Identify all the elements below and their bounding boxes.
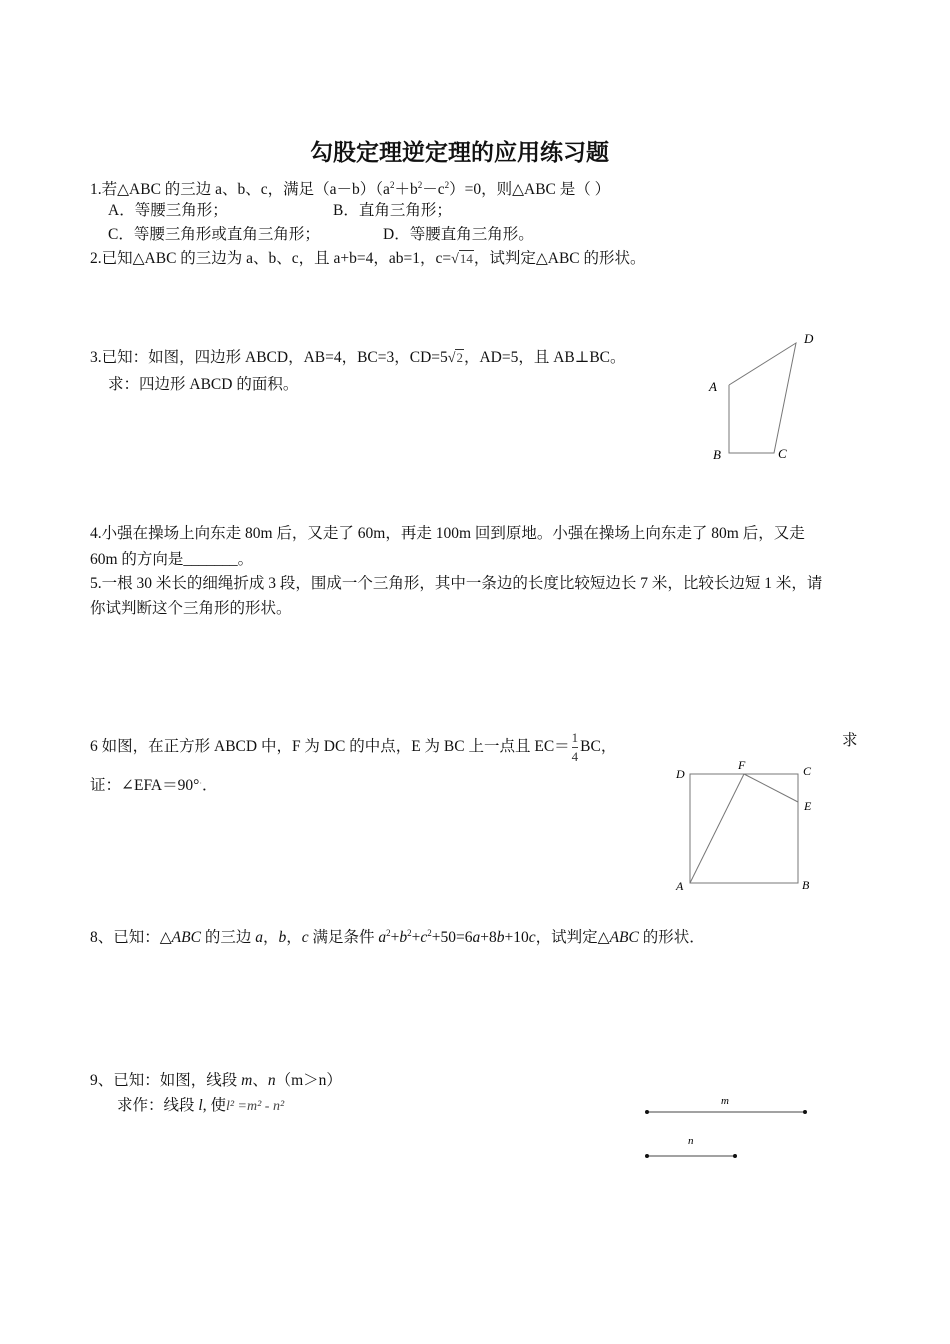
q1-option-d: D．等腰直角三角形。 <box>383 226 534 243</box>
question-6-line1 <box>90 729 616 766</box>
label-n: n <box>688 1135 694 1147</box>
q8-p2: 的三边 <box>200 929 256 946</box>
square-outline <box>690 774 798 883</box>
q6-right-word: 求 <box>842 732 858 749</box>
question-4-line2: 60m 的方向是_______。 <box>90 551 254 568</box>
q1-option-c: C．等腰三角形或直角三角形； <box>108 226 320 243</box>
q8-abc: ABC <box>171 929 201 946</box>
label-m: m <box>721 1095 729 1107</box>
q8-sup-a: 2 <box>386 928 391 938</box>
q1-sup-2: 2 <box>417 180 423 190</box>
q8-eq-c: c <box>420 929 428 946</box>
q9-line1-prefix: 9、已知：如图，线段 <box>90 1072 242 1089</box>
q8-eq-b2: b <box>496 929 505 946</box>
question-3-line1 <box>90 346 626 371</box>
q1-option-b: B．直角三角形； <box>333 202 452 219</box>
q3-quadrilateral-figure <box>700 325 830 470</box>
q2-prefix: 2.已知△ABC 的三边为 a、b、c，且 a+b=4，ab=1，c= <box>90 250 452 267</box>
q8-p1: 8、已知：△ <box>90 929 172 946</box>
segment-fe <box>744 774 798 802</box>
q6-line2: 证：∠EFA＝90° <box>90 777 200 794</box>
segment-m-start-dot <box>645 1110 649 1114</box>
q8-eq-c2: c <box>528 929 536 946</box>
q9-formula: l² =m² - n² <box>225 1099 285 1114</box>
question-4-line1: 4.小强在操场上向东走 80m 后，又走了 60m，再走 100m 回到原地。小强在操场上向东走了 80m 后，又走 <box>90 525 805 542</box>
question-3-line2: 求：四边形 ABCD 的面积。 <box>108 376 299 393</box>
sqrt-symbol: √14 <box>451 251 473 267</box>
q1-stem-mid2: －c <box>422 181 445 198</box>
quadrilateral-outline <box>729 343 796 453</box>
label-b: B <box>713 447 721 462</box>
q8-c: c <box>301 929 309 946</box>
sqrt-symbol: √2 <box>447 350 463 366</box>
q1-sup-1: 2 <box>389 180 395 190</box>
q9-line2-prefix: 求作：线段 <box>117 1097 199 1114</box>
segment-n-start-dot <box>645 1154 649 1158</box>
q8-eq-a: a <box>378 929 387 946</box>
page-title: 勾股定理逆定理的应用练习题 <box>310 140 609 166</box>
label-d: D <box>676 767 685 781</box>
q8-eq-rest1: +50=6 <box>431 929 473 946</box>
q6-prefix: 6 如图，在正方形 ABCD 中，F 为 DC 的中点，E 为 BC 上一点且 EC＝ <box>90 738 570 756</box>
q8-a: a <box>255 929 263 946</box>
q8-sup-b: 2 <box>407 928 412 938</box>
q1-stem-suffix: ）=0，则△ABC 是（ ） <box>449 181 611 198</box>
frac-numerator: 1 <box>571 730 579 745</box>
label-f: F <box>738 758 746 772</box>
q1-sup-3: 2 <box>444 180 450 190</box>
fraction <box>572 729 579 766</box>
q8-sup-c: 2 <box>427 928 432 938</box>
q3-radicand: 2 <box>456 350 463 365</box>
q9-line2-mid: , 使 <box>202 1097 226 1114</box>
q8-b: b <box>278 929 287 946</box>
question-2 <box>90 247 646 272</box>
q6-square-figure <box>670 755 820 900</box>
q8-plus1: + <box>390 929 400 946</box>
label-a: A <box>709 379 717 394</box>
question-9-line1 <box>90 1069 342 1093</box>
q1-option-a: A．等腰三角形； <box>108 202 228 219</box>
q8-comma2: ， <box>286 929 302 946</box>
q6-suffix: BC， <box>580 738 617 756</box>
question-5-line1: 5.一根 30 米长的细绳折成 3 段，围成一个三角形，其中一条边的长度比较短边长 7 米，比较长边短 1 米，请 <box>90 575 823 592</box>
q8-eq-rest3: +10 <box>504 929 529 946</box>
q8-eq-a2: a <box>472 929 481 946</box>
q9-segments-figure <box>635 1085 820 1170</box>
q8-comma1: ， <box>262 929 279 946</box>
q2-suffix: ，试判定△ABC 的形状。 <box>473 250 646 267</box>
q1-stem-prefix: 1.若△ABC 的三边 a、b、c，满足（a－b）（a <box>90 181 390 198</box>
segment-m-end-dot <box>803 1110 807 1114</box>
q9-m: m <box>241 1072 253 1089</box>
q8-p4: ，试判定△ <box>535 929 610 946</box>
q9-n: n <box>267 1072 276 1089</box>
label-c: C <box>803 764 812 778</box>
q3-prefix: 3.已知：如图，四边形 ABCD，AB=4，BC=3，CD=5 <box>90 349 448 366</box>
q6-line2-tail: ． <box>202 777 218 794</box>
q8-p5: 的形状． <box>638 929 705 946</box>
q9-paren: （m＞n） <box>275 1072 342 1089</box>
frac-denominator: 4 <box>571 749 579 764</box>
q6-dot: · <box>199 779 202 788</box>
q1-stem-mid1: ＋b <box>394 181 418 198</box>
segment-n-end-dot <box>733 1154 737 1158</box>
question-9-line2 <box>117 1094 284 1119</box>
label-b: B <box>802 878 810 892</box>
q8-abc2: ABC <box>609 929 639 946</box>
label-d: D <box>804 331 814 346</box>
q2-radicand: 14 <box>459 251 473 266</box>
q8-eq-b: b <box>399 929 408 946</box>
q9-l: l <box>198 1097 203 1114</box>
question-8 <box>90 921 705 950</box>
q8-plus2: + <box>411 929 421 946</box>
q9-sep: 、 <box>252 1072 268 1089</box>
q8-eq-rest2: +8 <box>480 929 497 946</box>
label-c: C <box>778 446 787 461</box>
question-5-line2: 你试判断这个三角形的形状。 <box>90 600 292 617</box>
label-a: A <box>676 879 684 893</box>
q8-p3: 满足条件 <box>308 929 379 946</box>
question-6-line2 <box>90 772 218 798</box>
label-e: E <box>804 799 812 813</box>
q3-suffix: ，AD=5，且 AB⊥BC。 <box>463 349 626 366</box>
segment-af <box>690 774 744 883</box>
question-1-stem <box>90 173 610 202</box>
